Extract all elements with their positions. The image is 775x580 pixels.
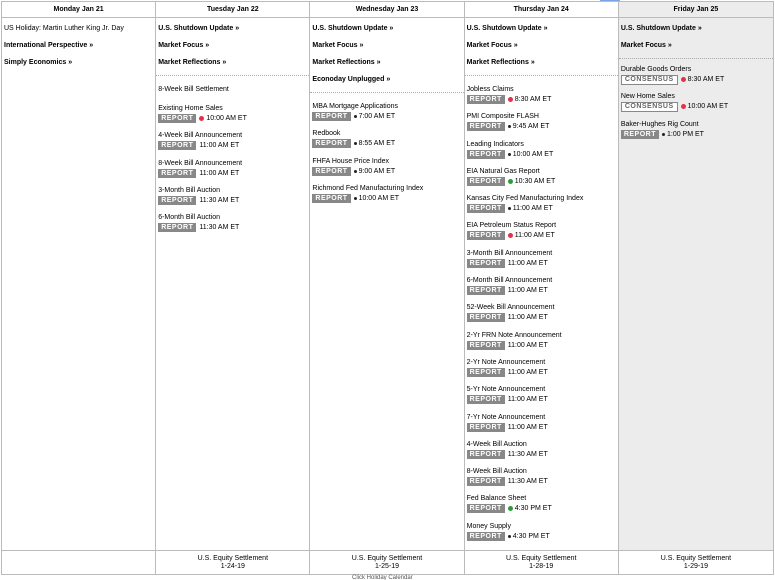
- event-name[interactable]: 6-Month Bill Auction: [158, 214, 221, 222]
- feature-link-label: Market Focus: [620, 42, 666, 49]
- event-time: 10:00 AM ET: [512, 150, 554, 158]
- event-item: [312, 157, 461, 184]
- event-item: [158, 213, 307, 240]
- event-name[interactable]: Richmond Fed Manufacturing Index: [312, 184, 424, 192]
- day-body: [465, 18, 618, 549]
- event-detail-row: [467, 423, 616, 432]
- settlement-date: 1-28-19: [529, 563, 554, 570]
- feature-link[interactable]: [158, 58, 307, 75]
- event-name[interactable]: Fed Balance Sheet: [466, 495, 527, 503]
- report-badge[interactable]: REPORT: [467, 477, 505, 486]
- report-badge[interactable]: REPORT: [467, 231, 505, 240]
- event-name[interactable]: Existing Home Sales: [158, 105, 223, 112]
- event-detail-row: [467, 204, 616, 213]
- report-badge[interactable]: REPORT: [467, 122, 505, 131]
- report-badge[interactable]: REPORT: [467, 259, 505, 268]
- feature-link-label: Econoday Unplugged: [312, 76, 385, 83]
- event-item: [312, 102, 461, 129]
- event-item: [467, 494, 616, 521]
- event-item: [467, 167, 616, 194]
- event-item: [467, 303, 616, 330]
- report-badge[interactable]: REPORT: [467, 395, 505, 404]
- day-header: Tuesday Jan 22: [156, 2, 309, 18]
- event-name[interactable]: Jobless Claims: [466, 86, 514, 93]
- feature-link[interactable]: [621, 24, 771, 41]
- event-name[interactable]: Redbook: [312, 130, 341, 138]
- event-detail-row: [467, 477, 616, 486]
- feature-link-label: Market Focus: [158, 42, 204, 49]
- event-time: 11:00 AM ET: [507, 259, 548, 267]
- event-time: 4:30 PM ET: [512, 532, 550, 540]
- event-name[interactable]: Money Supply: [466, 522, 511, 530]
- day-column: [2, 2, 156, 574]
- divider-spacer: [158, 76, 307, 85]
- event-name[interactable]: 2-Yr Note Announcement: [466, 358, 546, 366]
- red-dot-icon: [681, 77, 686, 82]
- event-time: 11:00 AM ET: [512, 205, 553, 213]
- report-badge[interactable]: REPORT: [158, 223, 196, 232]
- week-calendar: [1, 1, 774, 575]
- event-detail-row: [467, 95, 616, 104]
- settlement-date: 1-29-19: [683, 563, 708, 570]
- raquo-arrow-icon: »: [359, 42, 364, 49]
- event-name[interactable]: 4-Week Bill Announcement: [158, 132, 243, 140]
- day-column: [310, 2, 464, 574]
- settlement-date: 1-24-19: [220, 563, 245, 570]
- settlement-footer: [156, 550, 309, 574]
- event-item: [467, 194, 616, 221]
- event-name[interactable]: MBA Mortgage Applications: [312, 103, 399, 110]
- event-detail-row: [467, 231, 616, 240]
- event-name[interactable]: Durable Goods Orders: [620, 66, 692, 73]
- black-dot-icon: [508, 207, 511, 210]
- raquo-arrow-icon: »: [386, 76, 391, 83]
- settlement-footer: [310, 550, 463, 574]
- red-dot-icon: [508, 233, 513, 238]
- event-item: [467, 440, 616, 467]
- report-badge[interactable]: REPORT: [467, 177, 505, 186]
- event-item: [158, 131, 307, 158]
- feature-link[interactable]: [621, 41, 771, 58]
- report-badge[interactable]: REPORT: [467, 532, 505, 541]
- report-badge[interactable]: REPORT: [312, 112, 350, 121]
- report-badge[interactable]: REPORT: [158, 114, 196, 123]
- event-name[interactable]: 4-Week Bill Auction: [466, 440, 527, 448]
- settlement-date: 1-25-19: [374, 563, 400, 570]
- event-detail-row: [467, 450, 616, 459]
- day-body: [2, 18, 155, 75]
- feature-link[interactable]: [312, 75, 461, 92]
- feature-link[interactable]: [4, 58, 153, 75]
- feature-link[interactable]: [158, 41, 307, 58]
- holiday-label: US Holiday: Martin Luther King Jr. Day: [4, 25, 124, 32]
- feature-link[interactable]: [312, 41, 461, 58]
- red-dot-icon: [681, 104, 686, 109]
- event-detail-row: [467, 259, 616, 268]
- event-item: [467, 413, 616, 440]
- feature-link[interactable]: [312, 58, 461, 75]
- settlement-label: U.S. Equity Settlement: [506, 555, 577, 562]
- black-dot-icon: [354, 115, 357, 118]
- raquo-arrow-icon: »: [667, 42, 672, 49]
- report-badge[interactable]: REPORT: [467, 313, 505, 322]
- event-time: 11:00 AM ET: [507, 423, 548, 431]
- event-time: 8:55 AM ET: [358, 140, 396, 148]
- event-item: [158, 104, 307, 131]
- event-time: 8:30 AM ET: [514, 96, 552, 103]
- feature-link-label: Market Focus: [466, 42, 512, 49]
- event-detail-row: [467, 313, 616, 322]
- event-name[interactable]: 2-Yr FRN Note Announcement: [466, 331, 562, 339]
- event-item: [467, 112, 616, 139]
- event-detail-row: [158, 169, 307, 178]
- black-dot-icon: [662, 133, 665, 136]
- event-item: [467, 140, 616, 167]
- feature-link-label: International Perspective: [4, 42, 88, 49]
- event-detail-row: [158, 141, 307, 150]
- report-badge[interactable]: REPORT: [312, 167, 350, 176]
- event-name[interactable]: Kansas City Fed Manufacturing Index: [466, 195, 584, 203]
- settlement-label: U.S. Equity Settlement: [351, 555, 423, 562]
- event-name[interactable]: EIA Petroleum Status Report: [466, 222, 557, 230]
- event-detail-row: [158, 223, 307, 232]
- day-body: [156, 18, 309, 240]
- feature-link-label: Market Focus: [312, 42, 358, 49]
- feature-link[interactable]: [467, 41, 616, 58]
- black-dot-icon: [508, 535, 511, 538]
- event-name[interactable]: PMI Composite FLASH: [466, 113, 539, 121]
- report-badge[interactable]: REPORT: [467, 286, 505, 295]
- report-badge[interactable]: REPORT: [467, 450, 505, 459]
- raquo-arrow-icon: »: [513, 42, 518, 49]
- feature-link[interactable]: [467, 24, 616, 41]
- report-badge[interactable]: REPORT: [467, 504, 505, 513]
- raquo-arrow-icon: »: [222, 59, 227, 66]
- event-item: [467, 249, 616, 276]
- event-detail-row: [467, 286, 616, 295]
- event-name[interactable]: Leading Indicators: [466, 140, 524, 148]
- event-time: 11:00 AM ET: [199, 169, 240, 177]
- raquo-arrow-icon: »: [68, 59, 73, 66]
- settlement-label: U.S. Equity Settlement: [660, 555, 732, 562]
- event-item: [467, 221, 616, 248]
- event-detail-row: [621, 75, 771, 84]
- event-detail-row: [467, 368, 616, 377]
- raquo-arrow-icon: »: [530, 59, 535, 66]
- event-item: [467, 467, 616, 494]
- report-badge[interactable]: REPORT: [467, 423, 505, 432]
- event-item: [467, 331, 616, 358]
- event-detail-row: [621, 102, 771, 111]
- event-time: 11:00 AM ET: [507, 368, 548, 376]
- feature-link[interactable]: [158, 24, 307, 41]
- raquo-arrow-icon: »: [543, 25, 548, 32]
- feature-link[interactable]: [4, 41, 153, 58]
- event-detail-row: [158, 196, 307, 205]
- report-badge[interactable]: REPORT: [158, 141, 196, 150]
- event-item: [467, 358, 616, 385]
- event-time: 9:00 AM ET: [358, 167, 396, 175]
- event-time: 11:30 AM ET: [199, 196, 240, 204]
- feature-link-label: U.S. Shutdown Update: [466, 25, 542, 32]
- report-badge[interactable]: REPORT: [621, 130, 659, 139]
- red-dot-icon: [199, 116, 204, 121]
- event-item: [621, 92, 771, 119]
- event-name[interactable]: New Home Sales: [620, 93, 675, 101]
- event-name[interactable]: 3-Month Bill Announcement: [466, 249, 553, 257]
- event-item: [158, 159, 307, 186]
- feature-link-label: Market Reflections: [312, 59, 375, 66]
- event-name[interactable]: 52-Week Bill Announcement: [466, 304, 555, 312]
- event-detail-row: [467, 177, 616, 186]
- report-badge[interactable]: REPORT: [467, 150, 505, 159]
- event-name[interactable]: 6-Month Bill Announcement: [466, 277, 553, 285]
- event-time: 10:00 AM ET: [206, 115, 247, 122]
- event-detail-row: [467, 341, 616, 350]
- report-badge[interactable]: REPORT: [467, 368, 505, 377]
- event-name[interactable]: EIA Natural Gas Report: [466, 167, 540, 175]
- report-badge[interactable]: REPORT: [312, 139, 350, 148]
- event-detail-row: [467, 532, 616, 541]
- settlement-footer: [465, 550, 618, 574]
- green-dot-icon: [508, 179, 513, 184]
- report-badge[interactable]: REPORT: [158, 196, 196, 205]
- event-detail-row: [621, 130, 771, 139]
- event-detail-row: [312, 112, 461, 121]
- event-name[interactable]: 3-Month Bill Auction: [158, 186, 221, 194]
- event-name[interactable]: FHFA House Price Index: [312, 157, 390, 165]
- raquo-arrow-icon: »: [389, 25, 394, 32]
- event-detail-row: [158, 114, 307, 123]
- event-time: 4:30 PM ET: [514, 505, 552, 513]
- bottom-note[interactable]: Click Holiday Calendar: [352, 575, 413, 580]
- settlement-footer: [619, 550, 773, 574]
- event-name[interactable]: Baker-Hughes Rig Count: [620, 120, 699, 128]
- event-time: 11:00 AM ET: [507, 341, 548, 349]
- black-dot-icon: [508, 125, 511, 128]
- feature-link-label: U.S. Shutdown Update: [158, 25, 234, 32]
- feature-link-label: Market Reflections: [466, 59, 529, 66]
- event-time: 1:00 PM ET: [666, 130, 704, 138]
- divider-spacer: [467, 76, 616, 85]
- feature-link-label: U.S. Shutdown Update: [312, 25, 388, 32]
- raquo-arrow-icon: »: [89, 42, 94, 49]
- event-time: 11:00 AM ET: [199, 142, 240, 150]
- day-header: Wednesday Jan 23: [310, 2, 463, 18]
- event-time: 11:00 AM ET: [514, 232, 555, 240]
- event-time: 10:30 AM ET: [514, 177, 556, 185]
- event-time: 11:30 AM ET: [507, 450, 548, 458]
- day-body: [619, 18, 773, 147]
- event-detail-row: [467, 122, 616, 131]
- day-header: Thursday Jan 24: [465, 2, 618, 18]
- event-time: 11:30 AM ET: [507, 478, 548, 486]
- black-dot-icon: [508, 153, 511, 156]
- event-detail-row: [467, 395, 616, 404]
- event-item: [467, 276, 616, 303]
- event-time: 11:00 AM ET: [507, 396, 548, 404]
- report-badge[interactable]: REPORT: [467, 341, 505, 350]
- black-dot-icon: [354, 142, 357, 145]
- raquo-arrow-icon: »: [235, 25, 240, 32]
- report-badge[interactable]: REPORT: [158, 169, 196, 178]
- feature-link-label: Simply Economics: [4, 59, 67, 66]
- feature-link-label: Market Reflections: [158, 59, 221, 66]
- report-badge[interactable]: REPORT: [467, 204, 505, 213]
- black-dot-icon: [354, 197, 357, 200]
- event-name[interactable]: 5-Yr Note Announcement: [466, 386, 546, 394]
- event-time: 8:30 AM ET: [687, 76, 725, 83]
- event-time: 11:00 AM ET: [507, 287, 548, 295]
- green-dot-icon: [508, 506, 513, 511]
- day-column: [465, 2, 619, 574]
- consensus-badge[interactable]: CONSENSUS: [621, 102, 678, 112]
- event-detail-row: [312, 139, 461, 148]
- event-item: [158, 186, 307, 213]
- raquo-arrow-icon: »: [376, 59, 381, 66]
- report-badge[interactable]: REPORT: [467, 95, 505, 104]
- raquo-arrow-icon: »: [205, 42, 210, 49]
- event-name[interactable]: 7-Yr Note Announcement: [466, 413, 546, 421]
- event-detail-row: [467, 150, 616, 159]
- event-detail-row: [312, 167, 461, 176]
- feature-link[interactable]: [467, 58, 616, 75]
- event-detail-row: [312, 194, 461, 203]
- event-item: [312, 184, 461, 211]
- event-name[interactable]: 8-Week Bill Auction: [466, 468, 527, 476]
- event-name[interactable]: 8-Week Bill Settlement: [158, 86, 229, 93]
- event-detail-row: [467, 504, 616, 513]
- event-item: [621, 120, 771, 147]
- event-item: [467, 85, 616, 112]
- report-badge[interactable]: REPORT: [312, 194, 350, 203]
- event-time: 7:00 AM ET: [358, 113, 396, 120]
- event-item: [158, 85, 307, 104]
- day-column: [619, 2, 773, 574]
- event-item: [467, 522, 616, 549]
- divider-spacer: [312, 93, 461, 102]
- day-header: Friday Jan 25: [619, 2, 773, 18]
- event-time: 11:30 AM ET: [199, 224, 240, 232]
- event-item: [621, 65, 771, 92]
- settlement-label: U.S. Equity Settlement: [197, 555, 269, 562]
- consensus-badge[interactable]: CONSENSUS: [621, 75, 678, 85]
- feature-link-label: U.S. Shutdown Update: [620, 25, 696, 32]
- red-dot-icon: [508, 97, 513, 102]
- black-dot-icon: [354, 170, 357, 173]
- day-body: [310, 18, 463, 211]
- raquo-arrow-icon: »: [697, 25, 702, 32]
- day-column: [156, 2, 310, 574]
- feature-link[interactable]: [312, 24, 461, 41]
- event-item: [467, 385, 616, 412]
- event-time: 11:00 AM ET: [507, 314, 548, 322]
- event-time: 10:00 AM ET: [358, 194, 400, 202]
- event-name[interactable]: 8-Week Bill Announcement: [158, 159, 243, 167]
- event-item: [312, 129, 461, 156]
- day-header: Monday Jan 21: [2, 2, 155, 18]
- settlement-footer: [2, 550, 155, 574]
- event-time: 10:00 AM ET: [687, 103, 729, 111]
- event-time: 9:45 AM ET: [512, 123, 550, 131]
